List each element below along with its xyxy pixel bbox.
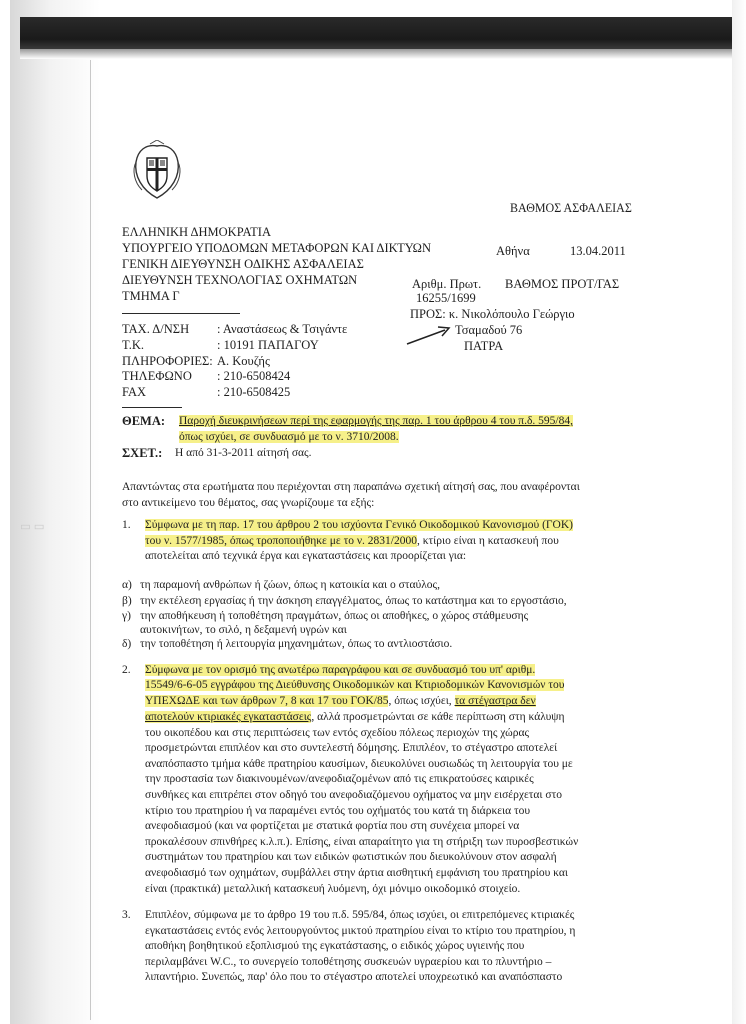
page-right-edge (732, 0, 746, 1024)
security-level: ΒΑΘΜΟΣ ΑΣΦΑΛΕΙΑΣ (510, 201, 632, 215)
intro-line-2: στο αντικείμενο του θέματος, σας γνωρίζουμε τα εξής: (122, 497, 375, 509)
item-2-highlight-3: ΥΠΕΧΩΔΕ και των άρθρων 7, 8 και 17 του ΓΟΚ/85 (145, 695, 389, 707)
recipient-line-1: ΠΡΟΣ: κ. Νικολόπουλο Γεώργιο (410, 307, 575, 321)
reference-text: Η από 31-3-2011 αίτησή σας. (175, 447, 312, 459)
item-3-line-4: περιλαμβάνει W.C., το συνεργείο τοποθέτησης συσκευών υγραερίου και το πλυντήριο – (145, 956, 552, 968)
item-2-body-line-1: του οικοπέδου και στις περιπτώσεις των εντός σχεδίου πόλεως περιοχών της χώρας (145, 727, 530, 739)
item-3-line-2: εγκαταστάσεις εντός ενός λειτουργούντος μικτού πρατηρίου είναι το κτίριο του πρατηρίου, η (145, 925, 576, 937)
item-1-subitem-c-cont: αυτοκινήτων, το σιλό, η δεξαμενή υγρών και (140, 624, 347, 636)
subject-line-1 (179, 414, 573, 428)
item-2-number: 2. (122, 664, 131, 676)
item-2-rest-4: , αλλά προσμετρώνται σε κάθε περίπτωση στη κάλυψη (311, 711, 565, 723)
item-2-line-3 (145, 694, 536, 708)
item-2-highlight-4: αποτελούν κτιριακές εγκαταστάσεις (145, 711, 312, 723)
item-2-highlight-2: 15549/6-6-05 εγγράφου της Διεύθυνσης Οικοδομικών και Κτιριοδομικών Κανονισμών του (145, 679, 565, 691)
item-1-subitem-b: την εκτέλεση εργασίας ή την άσκηση επαγγέλματος, όπως το κατάστημα και το εργοστάσιο, (140, 595, 567, 607)
contact-value-zip: : 10191 ΠΑΠΑΓΟΥ (217, 338, 319, 352)
item-1-highlight-b: του ν. 1577/1985, όπως τροποποιήθηκε με το ν. 2831/2000 (145, 535, 418, 547)
handwritten-arrow (405, 323, 453, 347)
contact-value-phone: : 210-6508424 (217, 369, 291, 383)
recipient-line-3: ΠΑΤΡΑ (464, 339, 504, 353)
item-3-line-1: Επιπλέον, σύμφωνα με το άρθρο 19 του π.δ. 595/84, όπως ισχύει, οι επιτρεπόμενες κτιριακές (145, 909, 575, 921)
subject-text-2: όπως ισχύει, σε συνδυασμό με το ν. 3710/2008. (179, 431, 399, 443)
item-1-line-2 (145, 534, 559, 548)
place: Αθήνα (496, 244, 530, 258)
item-1-subitem-a-marker: α) (122, 579, 132, 591)
item-2-line-1 (145, 663, 535, 677)
item-1-subitem-a: τη παραμονή ανθρώπων ή ζώων, όπως η κατοικία και ο σταύλος, (140, 579, 440, 591)
item-1-rest-b: , κτίριο είναι η κατασκευή που (417, 535, 559, 547)
intro-line-1: Απαντώντας στα ερωτήματα που περιέχονται στη παραπάνω σχετική αίτησή σας, που αναφέρονται (122, 481, 580, 493)
item-3-line-5: λιπαντήριο. Συνεπώς, παρ' όλο που το στέγαστρο αποτελεί υποχρεωτικό και αναπόσπαστο (145, 971, 563, 983)
item-2-body-line-10: ανεφοδιασμό των οχημάτων, συμβάλλει στην άρτια αισθητική εμφάνιση του πρατηρίου και (145, 867, 568, 879)
item-1-subitem-c: την αποθήκευση ή τοποθέτηση πραγμάτων, όπως οι αποθήκες, ο χώρος στάθμευσης (140, 610, 529, 622)
item-1-subitem-c-marker: γ) (122, 610, 131, 622)
item-1-subitem-b-marker: β) (122, 595, 132, 607)
protocol-number: 16255/1699 (416, 291, 476, 305)
contact-label-address: ΤΑΧ. Δ/ΝΣΗ (122, 322, 190, 336)
sender-line-5: ΤΜΗΜΑ Γ (122, 289, 180, 303)
sender-line-2: ΥΠΟΥΡΓΕΙΟ ΥΠΟΔΟΜΩΝ ΜΕΤΑΦΟΡΩΝ ΚΑΙ ΔΙΚΤΥΩΝ (122, 241, 431, 255)
item-2-body-line-4: την προστασία των διακινουμένων/ανεφοδιαζομένων από τις επικρατούσες καιρικές (145, 773, 534, 785)
sender-line-3: ΓΕΝΙΚΗ ΔΙΕΥΘΥΝΣΗ ΟΔΙΚΗΣ ΑΣΦΑΛΕΙΑΣ (122, 257, 364, 271)
item-2-rest-3b: τα στέγαστρα δεν (454, 695, 536, 707)
contact-label-fax: FAX (122, 385, 147, 399)
item-2-rest-3a: , όπως ισχύει, (388, 695, 455, 707)
item-1-subitem-d: την τοποθέτηση ή λειτουργία μηχανημάτων, όπως το αντλιοστάσιο. (140, 638, 453, 650)
scan-top-bar (20, 17, 732, 49)
contact-value-info: Α. Κουζής (217, 354, 270, 368)
item-2-body-line-9: συστημάτων του πρατηρίου και των ειδικών φωτιστικών που διευκολύνουν στον ασφαλή (145, 851, 557, 863)
contact-label-phone: ΤΗΛΕΦΩΝΟ (122, 369, 192, 383)
item-2-highlight-1: Σύμφωνα με τον ορισμό της ανωτέρω παραγράφου και σε συνδυασμό του υπ' αριθμ. (145, 664, 536, 676)
page-fold-line (90, 60, 91, 1020)
item-2-line-2 (145, 678, 564, 692)
item-2-body-line-6: κτίριο του πρατηρίου ή να παραμένει εντός του οχήματός του κατά τη διάρκεια του (145, 805, 531, 817)
item-1-highlight-a: Σύμφωνα με τη παρ. 17 του άρθρου 2 του ισχύοντα Γενικό Οικοδομικού Κανονισμού (ΓΟΚ) (145, 519, 573, 531)
item-1-line-1 (145, 518, 573, 532)
item-3-line-3: αποθήκη βοηθητικού εξοπλισμού της εγκατάστασης, ο ειδικός χώρος υγιεινής που (145, 940, 525, 952)
contact-value-fax: : 210-6508425 (217, 385, 291, 399)
item-2-body-last: είναι (πρακτικά) μεταλλική κατασκευή λυόμενη, όχι μόνιμο οικοδομικό στοιχείο. (145, 883, 521, 895)
subject-line-2 (179, 430, 399, 444)
scan-top-bar-fade (20, 49, 732, 59)
item-2-body-line-3: αναπόσπαστο τμήμα κάθε πρατηρίου καυσίμων, διευκολύνει ουσιωδώς τη λειτουργία του με (145, 758, 573, 770)
item-1-line-3: αποτελείται από τεχνικά έργα και εγκαταστάσεις και προορίζεται για: (145, 550, 467, 562)
sender-line-4: ΔΙΕΥΘΥΝΣΗ ΤΕΧΝΟΛΟΓΙΑΣ ΟΧΗΜΑΤΩΝ (122, 273, 358, 287)
contact-label-zip: Τ.Κ. (122, 338, 144, 352)
sender-divider (122, 313, 240, 314)
contact-value-address: : Αναστάσεως & Τσιγάντε (217, 322, 348, 336)
item-2-body-line-8: προκαλέσουν σπινθήρες κ.λ.π.). Επίσης, είναι απαραίτητο για τη στήριξη των πυροσβεστικών (145, 836, 579, 848)
coat-of-arms-emblem (128, 140, 186, 204)
recipient-line-2: Τσαμαδού 76 (455, 323, 523, 337)
sender-line-1: ΕΛΛΗΝΙΚΗ ΔΗΜΟΚΡΑΤΙΑ (122, 225, 271, 239)
item-3-number: 3. (122, 909, 131, 921)
item-1-subitem-d-marker: δ) (122, 638, 132, 650)
subject-label: ΘΕΜΑ: (122, 414, 166, 428)
protocol-label: Αριθμ. Πρωτ. (412, 277, 482, 291)
item-2-body-line-7: ανεφοδιασμού (και να φορτίζεται με στατικά φορτία που στη συνέχεια μπορεί να (145, 820, 520, 832)
item-1-number: 1. (122, 519, 131, 531)
item-2-line-4 (145, 710, 565, 724)
subject-divider (122, 407, 182, 408)
bleed-through-marks: ▭ ▭ (20, 521, 45, 533)
reference-label: ΣΧΕΤ.: (122, 446, 163, 460)
subject-text-1: Παροχή διευκρινήσεων περί της εφαρμογής της παρ. 1 του άρθρου 4 του π.δ. 595/84, (179, 415, 573, 427)
priority: ΒΑΘΜΟΣ ΠΡΟΤ/ΓΑΣ (505, 277, 620, 291)
item-2-body-line-5: συνθήκες και επιτρέπει στον οδηγό του ανεφοδιαζόμενου οχήματος να μην εισέρχεται στο (145, 789, 562, 801)
contact-label-info: ΠΛΗΡΟΦΟΡΙΕΣ: (122, 354, 213, 368)
date: 13.04.2011 (570, 244, 626, 258)
item-2-body-line-2: προσμετρώνται επιπλέον και στο συντελεστή δόμησης. Επιπλέον, το στέγαστρο αποτελεί (145, 742, 558, 754)
